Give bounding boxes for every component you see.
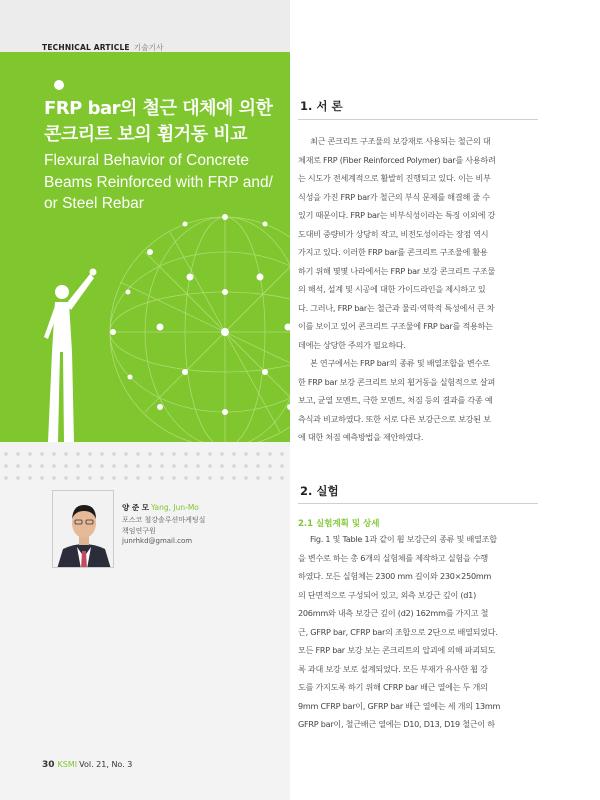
title-en-line3: or Steel Rebar (44, 195, 144, 212)
text-line: 본 연구에서는 FRP bar의 종류 및 배열조합을 변수로 (310, 358, 490, 368)
author-name-ko: 양 준 모 (122, 503, 149, 512)
text-line: 에 대한 처짐 예측방법을 제안하였다. (298, 432, 424, 442)
text-line: 근, GFRP bar, CFRP bar의 조합으로 2단으로 배열되었다. (298, 626, 498, 637)
title-panel (0, 52, 290, 442)
magazine-name: KSMI (57, 760, 78, 769)
author-email: junrhkd@gmail.com (122, 537, 193, 545)
right-column (298, 0, 600, 800)
author-position: 책임연구원 (122, 527, 156, 535)
title-ko-line2: 콘크리트 보의 휨거동 비교 (44, 124, 248, 145)
text-line: 하기 위해 몇몇 나라에서는 FRP bar 보강 콘크리트 구조물 (298, 265, 496, 276)
section2-rule (298, 503, 538, 504)
text-line: 데에는 상당한 주의가 필요하다. (298, 339, 406, 350)
section1-rule (298, 119, 538, 120)
text-line: GFRP bar이, 철근배근 열에는 D10, D13, D19 철근이 하 (298, 719, 495, 729)
text-line: 의 단면적으로 구성되어 있고, 외측 보강근 깊이 (d1) (298, 589, 476, 600)
text-line: 의 해석, 설계 및 시공에 대한 가이드라인을 제시하고 있 (298, 284, 486, 294)
text-line: 다. 그러나, FRP bar는 철근과 물리·역학적 특성에서 큰 차 (298, 302, 495, 313)
title-en-line1: Flexural Behavior of Concrete (44, 152, 250, 169)
text-line: 9mm CFRP bar이, GFRP bar 배근 열에는 세 개의 13mm (298, 700, 501, 711)
title-ko-line1: FRP bar의 철근 대체에 의한 (44, 98, 273, 119)
text-line: 하였다. 모든 실험체는 2300 mm 길이와 230×250mm (298, 571, 492, 581)
title-bullet-dot (54, 80, 64, 90)
text-line: 최근 콘크리트 구조물의 보강재로 사용되는 철근의 대 (310, 136, 491, 146)
author-name (122, 502, 199, 513)
text-line: 식성을 가진 FRP bar가 철근의 부식 문제를 해결해 줄 수 (298, 191, 490, 202)
subsection-title: 2.1 실험계획 및 상세 (298, 519, 380, 529)
article-title-english (44, 150, 284, 215)
page-number: 30 (42, 760, 55, 770)
left-column (0, 0, 290, 800)
text-line: 가지고 있다. 이러한 FRP bar를 콘크리트 구조물에 활용 (298, 247, 488, 257)
text-line: 을 변수로 하는 총 6개의 실험체를 제작하고 실험을 수행 (298, 552, 488, 563)
author-photo (52, 490, 114, 568)
text-line: 는 시도가 전세계적으로 활발히 진행되고 있다. 이는 비부 (298, 173, 491, 183)
text-line: 록 과대 보강 보로 설계되었다. 모든 부재가 유사한 휨 강 (298, 663, 488, 674)
text-line: 있기 때문이다. FRP bar는 비부식성이라는 특징 이외에 강 (298, 210, 496, 220)
text-line: 도대비 중량비가 상당히 작고, 비전도성이라는 장점 역시 (298, 228, 489, 239)
section1-body (298, 132, 536, 447)
page-footer (42, 760, 132, 770)
text-line: 도를 가지도록 하기 위해 CFRP bar 배근 열에는 두 개의 (298, 682, 488, 692)
text-line: 한 FRP bar 보강 콘크리트 보의 휨거동을 실험적으로 살펴 (298, 376, 496, 387)
text-line: 체재로 FRP (Fiber Reinforced Polymer) bar를 사용하려 (298, 154, 496, 165)
header-label-ko: 기술기사 (133, 43, 164, 52)
text-line: 이를 보이고 있어 콘크리트 구조물에 FRP bar를 적용하는 (298, 321, 493, 331)
text-line: 모든 FRP bar 보강 보는 콘크리트의 압괴에 의해 파괴되도 (298, 645, 496, 655)
text-line: Fig. 1 및 Table 1과 같이 휨 보강근의 종류 및 배열조합 (310, 534, 497, 544)
author-info (42, 490, 282, 570)
text-line: 측식과 비교하였다. 또한 서로 다른 보강근으로 보강된 보 (298, 413, 491, 424)
text-line: 206mm와 내측 보강근 깊이 (d2) 162mm를 가지고 철 (298, 608, 489, 618)
author-name-en: Yang, Jun-Mo (150, 503, 199, 512)
volume-info: Vol. 21, No. 3 (79, 760, 133, 769)
title-en-line2: Beams Reinforced with FRP and/ (44, 173, 273, 191)
section1-title: 1. 서 론 (300, 99, 343, 113)
text-line: 보고, 균열 모멘트, 극한 모멘트, 처짐 등의 결과를 각종 예 (298, 395, 493, 405)
section2-body (298, 530, 536, 734)
header-label-en: TECHNICAL ARTICLE (42, 43, 130, 52)
author-affiliation: 포스코 철강솔루션마케팅실 (122, 516, 206, 524)
section2-title: 2. 실험 (300, 484, 339, 498)
article-title-korean (44, 96, 284, 148)
